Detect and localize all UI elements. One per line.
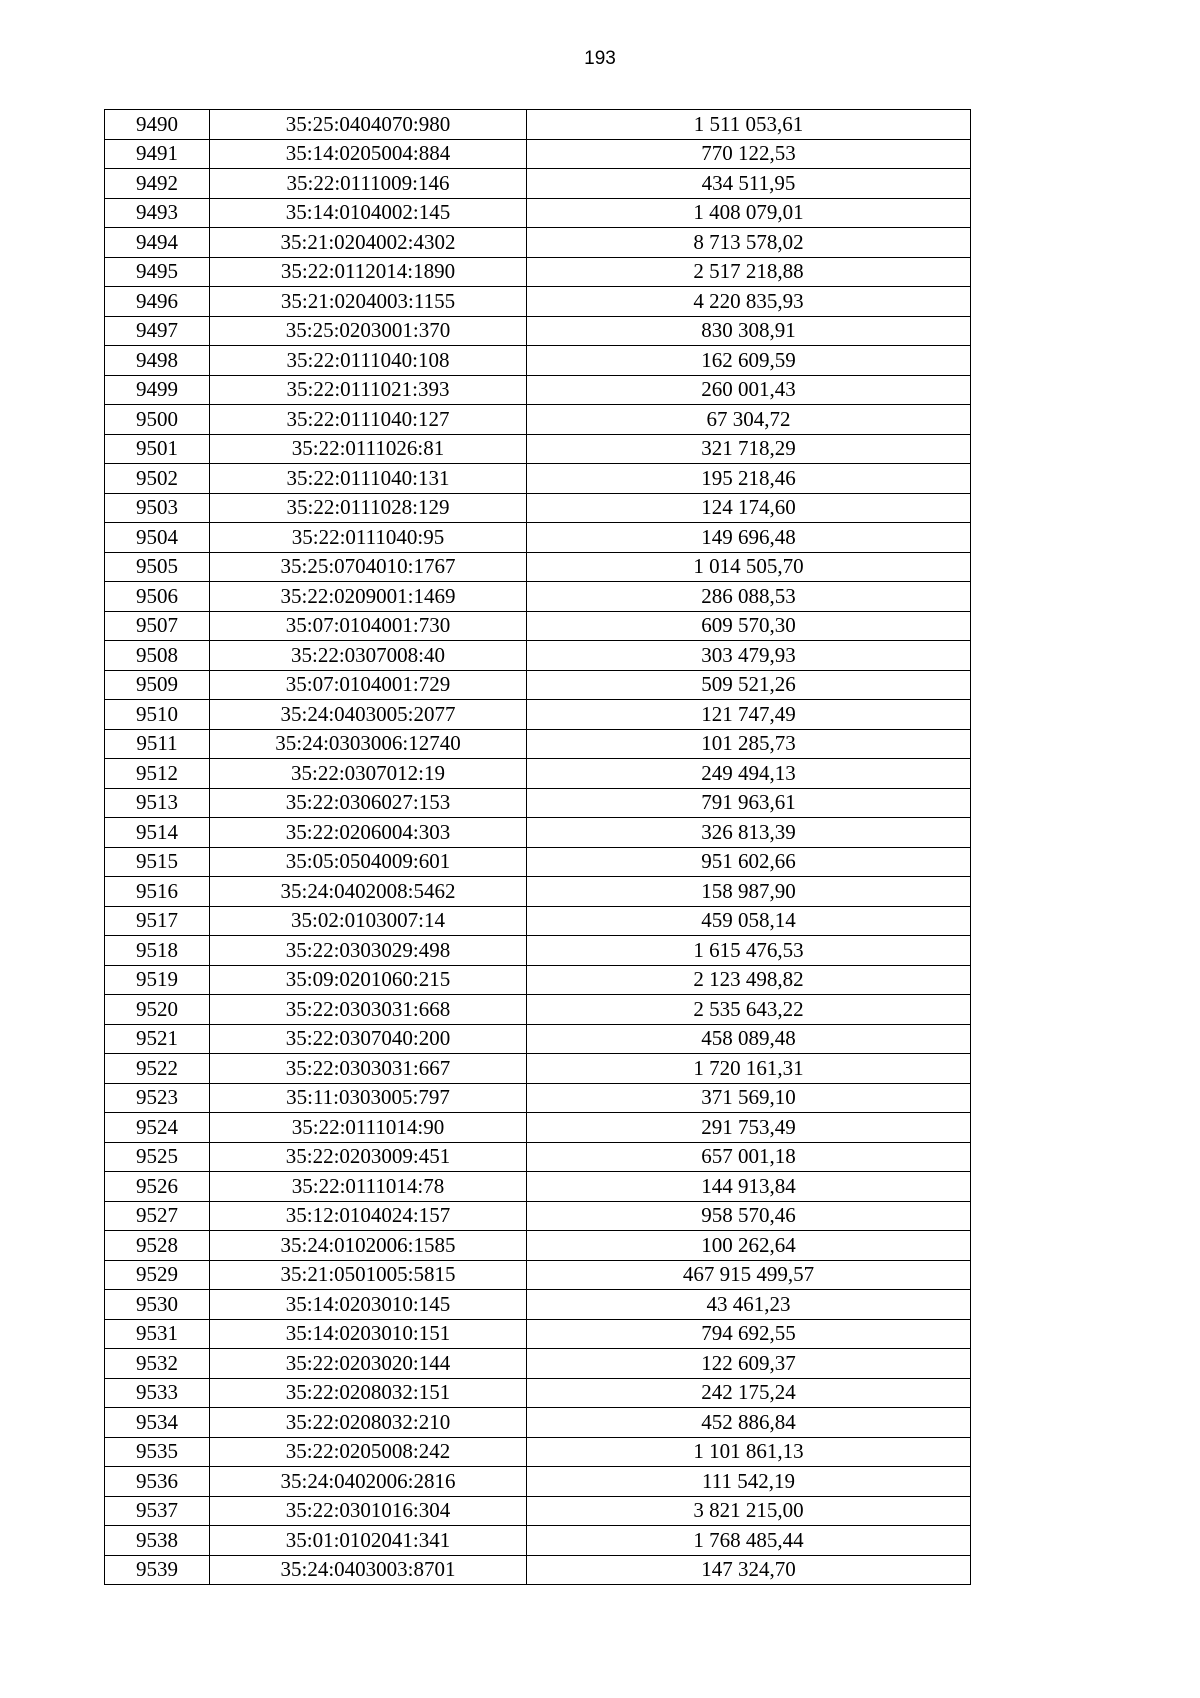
row-number-cell: 9525: [105, 1142, 210, 1172]
cadastral-number-cell: 35:22:0209001:1469: [210, 582, 527, 612]
cadastral-value-cell: 326 813,39: [527, 818, 971, 848]
cadastral-number-cell: 35:22:0307012:19: [210, 759, 527, 789]
row-number-cell: 9515: [105, 847, 210, 877]
table-row: [105, 1555, 971, 1585]
cadastral-value-cell: 67 304,72: [527, 405, 971, 435]
cadastral-number-cell: 35:22:0111009:146: [210, 169, 527, 199]
cadastral-value-cell: 195 218,46: [527, 464, 971, 494]
cadastral-value-cell: 609 570,30: [527, 611, 971, 641]
cadastral-number-cell: 35:14:0203010:145: [210, 1290, 527, 1320]
cadastral-number-cell: 35:24:0402008:5462: [210, 877, 527, 907]
row-number-cell: 9503: [105, 493, 210, 523]
cadastral-value-cell: 144 913,84: [527, 1172, 971, 1202]
cadastral-value-cell: 467 915 499,57: [527, 1260, 971, 1290]
row-number-cell: 9490: [105, 110, 210, 140]
row-number-cell: 9536: [105, 1467, 210, 1497]
table-row: [105, 405, 971, 435]
table-row: [105, 1083, 971, 1113]
cadastral-value-cell: 458 089,48: [527, 1024, 971, 1054]
cadastral-number-cell: 35:21:0501005:5815: [210, 1260, 527, 1290]
cadastral-value-cell: 830 308,91: [527, 316, 971, 346]
table-row: [105, 110, 971, 140]
table-row: [105, 139, 971, 169]
row-number-cell: 9526: [105, 1172, 210, 1202]
table-row: [105, 641, 971, 671]
cadastral-number-cell: 35:22:0306027:153: [210, 788, 527, 818]
cadastral-value-cell: 1 511 053,61: [527, 110, 971, 140]
row-number-cell: 9529: [105, 1260, 210, 1290]
cadastral-value-cell: 509 521,26: [527, 670, 971, 700]
table-row: [105, 1319, 971, 1349]
row-number-cell: 9499: [105, 375, 210, 405]
row-number-cell: 9493: [105, 198, 210, 228]
cadastral-number-cell: 35:25:0704010:1767: [210, 552, 527, 582]
cadastral-number-cell: 35:22:0111040:95: [210, 523, 527, 553]
cadastral-number-cell: 35:01:0102041:341: [210, 1526, 527, 1556]
cadastral-value-cell: 100 262,64: [527, 1231, 971, 1261]
cadastral-value-table: [104, 109, 971, 1585]
cadastral-number-cell: 35:22:0111021:393: [210, 375, 527, 405]
cadastral-value-cell: 158 987,90: [527, 877, 971, 907]
cadastral-number-cell: 35:22:0111026:81: [210, 434, 527, 464]
table-row: [105, 1378, 971, 1408]
cadastral-value-cell: 3 821 215,00: [527, 1496, 971, 1526]
cadastral-value-cell: 371 569,10: [527, 1083, 971, 1113]
table-row: [105, 729, 971, 759]
cadastral-number-cell: 35:22:0206004:303: [210, 818, 527, 848]
cadastral-number-cell: 35:22:0111014:90: [210, 1113, 527, 1143]
row-number-cell: 9492: [105, 169, 210, 199]
table-row: [105, 375, 971, 405]
page-number: 193: [584, 48, 616, 69]
row-number-cell: 9524: [105, 1113, 210, 1143]
row-number-cell: 9508: [105, 641, 210, 671]
table-row: [105, 936, 971, 966]
cadastral-value-cell: 951 602,66: [527, 847, 971, 877]
table-body: [105, 110, 971, 1585]
cadastral-number-cell: 35:09:0201060:215: [210, 965, 527, 995]
cadastral-number-cell: 35:25:0203001:370: [210, 316, 527, 346]
table-row: [105, 700, 971, 730]
row-number-cell: 9507: [105, 611, 210, 641]
cadastral-value-cell: 124 174,60: [527, 493, 971, 523]
cadastral-value-cell: 1 014 505,70: [527, 552, 971, 582]
row-number-cell: 9534: [105, 1408, 210, 1438]
cadastral-value-cell: 43 461,23: [527, 1290, 971, 1320]
table-row: [105, 1260, 971, 1290]
cadastral-value-cell: 162 609,59: [527, 346, 971, 376]
table-row: [105, 906, 971, 936]
cadastral-value-cell: 794 692,55: [527, 1319, 971, 1349]
table-row: [105, 198, 971, 228]
table-row: [105, 493, 971, 523]
table-row: [105, 1201, 971, 1231]
cadastral-number-cell: 35:24:0402006:2816: [210, 1467, 527, 1497]
table-row: [105, 1024, 971, 1054]
cadastral-value-cell: 291 753,49: [527, 1113, 971, 1143]
cadastral-number-cell: 35:07:0104001:729: [210, 670, 527, 700]
table-row: [105, 1526, 971, 1556]
cadastral-number-cell: 35:05:0504009:601: [210, 847, 527, 877]
table-row: [105, 1349, 971, 1379]
cadastral-value-cell: 459 058,14: [527, 906, 971, 936]
row-number-cell: 9497: [105, 316, 210, 346]
table-row: [105, 611, 971, 641]
table-row: [105, 464, 971, 494]
cadastral-value-cell: 149 696,48: [527, 523, 971, 553]
row-number-cell: 9530: [105, 1290, 210, 1320]
row-number-cell: 9494: [105, 228, 210, 258]
row-number-cell: 9520: [105, 995, 210, 1025]
table-row: [105, 346, 971, 376]
row-number-cell: 9535: [105, 1437, 210, 1467]
table-row: [105, 1142, 971, 1172]
table-row: [105, 1437, 971, 1467]
cadastral-value-cell: 2 517 218,88: [527, 257, 971, 287]
cadastral-number-cell: 35:21:0204003:1155: [210, 287, 527, 317]
cadastral-value-cell: 1 101 861,13: [527, 1437, 971, 1467]
row-number-cell: 9501: [105, 434, 210, 464]
cadastral-value-cell: 657 001,18: [527, 1142, 971, 1172]
table-row: [105, 228, 971, 258]
cadastral-value-cell: 260 001,43: [527, 375, 971, 405]
cadastral-value-cell: 122 609,37: [527, 1349, 971, 1379]
cadastral-number-cell: 35:22:0303031:667: [210, 1054, 527, 1084]
cadastral-number-cell: 35:02:0103007:14: [210, 906, 527, 936]
cadastral-number-cell: 35:07:0104001:730: [210, 611, 527, 641]
table-row: [105, 670, 971, 700]
row-number-cell: 9522: [105, 1054, 210, 1084]
table-row: [105, 1113, 971, 1143]
cadastral-number-cell: 35:21:0204002:4302: [210, 228, 527, 258]
row-number-cell: 9496: [105, 287, 210, 317]
cadastral-number-cell: 35:22:0303031:668: [210, 995, 527, 1025]
table-row: [105, 1054, 971, 1084]
cadastral-value-cell: 1 768 485,44: [527, 1526, 971, 1556]
cadastral-number-cell: 35:22:0301016:304: [210, 1496, 527, 1526]
table-row: [105, 523, 971, 553]
row-number-cell: 9502: [105, 464, 210, 494]
cadastral-number-cell: 35:22:0205008:242: [210, 1437, 527, 1467]
row-number-cell: 9516: [105, 877, 210, 907]
cadastral-value-cell: 121 747,49: [527, 700, 971, 730]
cadastral-number-cell: 35:22:0111014:78: [210, 1172, 527, 1202]
cadastral-value-cell: 242 175,24: [527, 1378, 971, 1408]
cadastral-value-cell: 303 479,93: [527, 641, 971, 671]
row-number-cell: 9528: [105, 1231, 210, 1261]
table-row: [105, 847, 971, 877]
row-number-cell: 9505: [105, 552, 210, 582]
cadastral-number-cell: 35:14:0104002:145: [210, 198, 527, 228]
table-row: [105, 818, 971, 848]
cadastral-value-cell: 111 542,19: [527, 1467, 971, 1497]
table-row: [105, 257, 971, 287]
table-row: [105, 169, 971, 199]
row-number-cell: 9519: [105, 965, 210, 995]
cadastral-value-cell: 147 324,70: [527, 1555, 971, 1585]
cadastral-number-cell: 35:22:0208032:210: [210, 1408, 527, 1438]
cadastral-number-cell: 35:22:0203009:451: [210, 1142, 527, 1172]
cadastral-number-cell: 35:22:0111040:108: [210, 346, 527, 376]
cadastral-value-cell: 101 285,73: [527, 729, 971, 759]
cadastral-number-cell: 35:22:0208032:151: [210, 1378, 527, 1408]
cadastral-number-cell: 35:11:0303005:797: [210, 1083, 527, 1113]
row-number-cell: 9523: [105, 1083, 210, 1113]
row-number-cell: 9495: [105, 257, 210, 287]
row-number-cell: 9531: [105, 1319, 210, 1349]
cadastral-value-cell: 286 088,53: [527, 582, 971, 612]
cadastral-number-cell: 35:22:0111040:131: [210, 464, 527, 494]
table-row: [105, 1231, 971, 1261]
row-number-cell: 9511: [105, 729, 210, 759]
row-number-cell: 9512: [105, 759, 210, 789]
row-number-cell: 9504: [105, 523, 210, 553]
row-number-cell: 9500: [105, 405, 210, 435]
cadastral-number-cell: 35:22:0111040:127: [210, 405, 527, 435]
table-row: [105, 1467, 971, 1497]
cadastral-value-cell: 4 220 835,93: [527, 287, 971, 317]
cadastral-value-cell: 8 713 578,02: [527, 228, 971, 258]
cadastral-number-cell: 35:14:0203010:151: [210, 1319, 527, 1349]
row-number-cell: 9537: [105, 1496, 210, 1526]
row-number-cell: 9539: [105, 1555, 210, 1585]
table-row: [105, 287, 971, 317]
cadastral-number-cell: 35:24:0403003:8701: [210, 1555, 527, 1585]
cadastral-number-cell: 35:22:0111028:129: [210, 493, 527, 523]
cadastral-number-cell: 35:25:0404070:980: [210, 110, 527, 140]
table-row: [105, 1290, 971, 1320]
row-number-cell: 9514: [105, 818, 210, 848]
table-row: [105, 434, 971, 464]
table-row: [105, 877, 971, 907]
cadastral-value-cell: 1 720 161,31: [527, 1054, 971, 1084]
cadastral-number-cell: 35:22:0307040:200: [210, 1024, 527, 1054]
table-row: [105, 788, 971, 818]
table-row: [105, 965, 971, 995]
row-number-cell: 9521: [105, 1024, 210, 1054]
cadastral-number-cell: 35:22:0303029:498: [210, 936, 527, 966]
table-row: [105, 995, 971, 1025]
cadastral-value-cell: 452 886,84: [527, 1408, 971, 1438]
table-row: [105, 759, 971, 789]
row-number-cell: 9517: [105, 906, 210, 936]
cadastral-value-cell: 2 123 498,82: [527, 965, 971, 995]
row-number-cell: 9498: [105, 346, 210, 376]
row-number-cell: 9518: [105, 936, 210, 966]
table-row: [105, 1172, 971, 1202]
cadastral-number-cell: 35:22:0112014:1890: [210, 257, 527, 287]
cadastral-number-cell: 35:24:0102006:1585: [210, 1231, 527, 1261]
row-number-cell: 9538: [105, 1526, 210, 1556]
row-number-cell: 9506: [105, 582, 210, 612]
cadastral-number-cell: 35:12:0104024:157: [210, 1201, 527, 1231]
row-number-cell: 9509: [105, 670, 210, 700]
row-number-cell: 9510: [105, 700, 210, 730]
row-number-cell: 9527: [105, 1201, 210, 1231]
cadastral-value-cell: 434 511,95: [527, 169, 971, 199]
row-number-cell: 9532: [105, 1349, 210, 1379]
table-row: [105, 1408, 971, 1438]
cadastral-number-cell: 35:14:0205004:884: [210, 139, 527, 169]
cadastral-value-cell: 1 615 476,53: [527, 936, 971, 966]
table-row: [105, 552, 971, 582]
cadastral-number-cell: 35:24:0403005:2077: [210, 700, 527, 730]
cadastral-value-cell: 958 570,46: [527, 1201, 971, 1231]
cadastral-number-cell: 35:22:0203020:144: [210, 1349, 527, 1379]
table-row: [105, 316, 971, 346]
table-row: [105, 582, 971, 612]
cadastral-number-cell: 35:24:0303006:12740: [210, 729, 527, 759]
table-row: [105, 1496, 971, 1526]
row-number-cell: 9513: [105, 788, 210, 818]
cadastral-number-cell: 35:22:0307008:40: [210, 641, 527, 671]
cadastral-value-cell: 2 535 643,22: [527, 995, 971, 1025]
cadastral-value-cell: 791 963,61: [527, 788, 971, 818]
cadastral-value-cell: 321 718,29: [527, 434, 971, 464]
row-number-cell: 9491: [105, 139, 210, 169]
row-number-cell: 9533: [105, 1378, 210, 1408]
cadastral-value-cell: 249 494,13: [527, 759, 971, 789]
cadastral-value-cell: 770 122,53: [527, 139, 971, 169]
cadastral-value-cell: 1 408 079,01: [527, 198, 971, 228]
